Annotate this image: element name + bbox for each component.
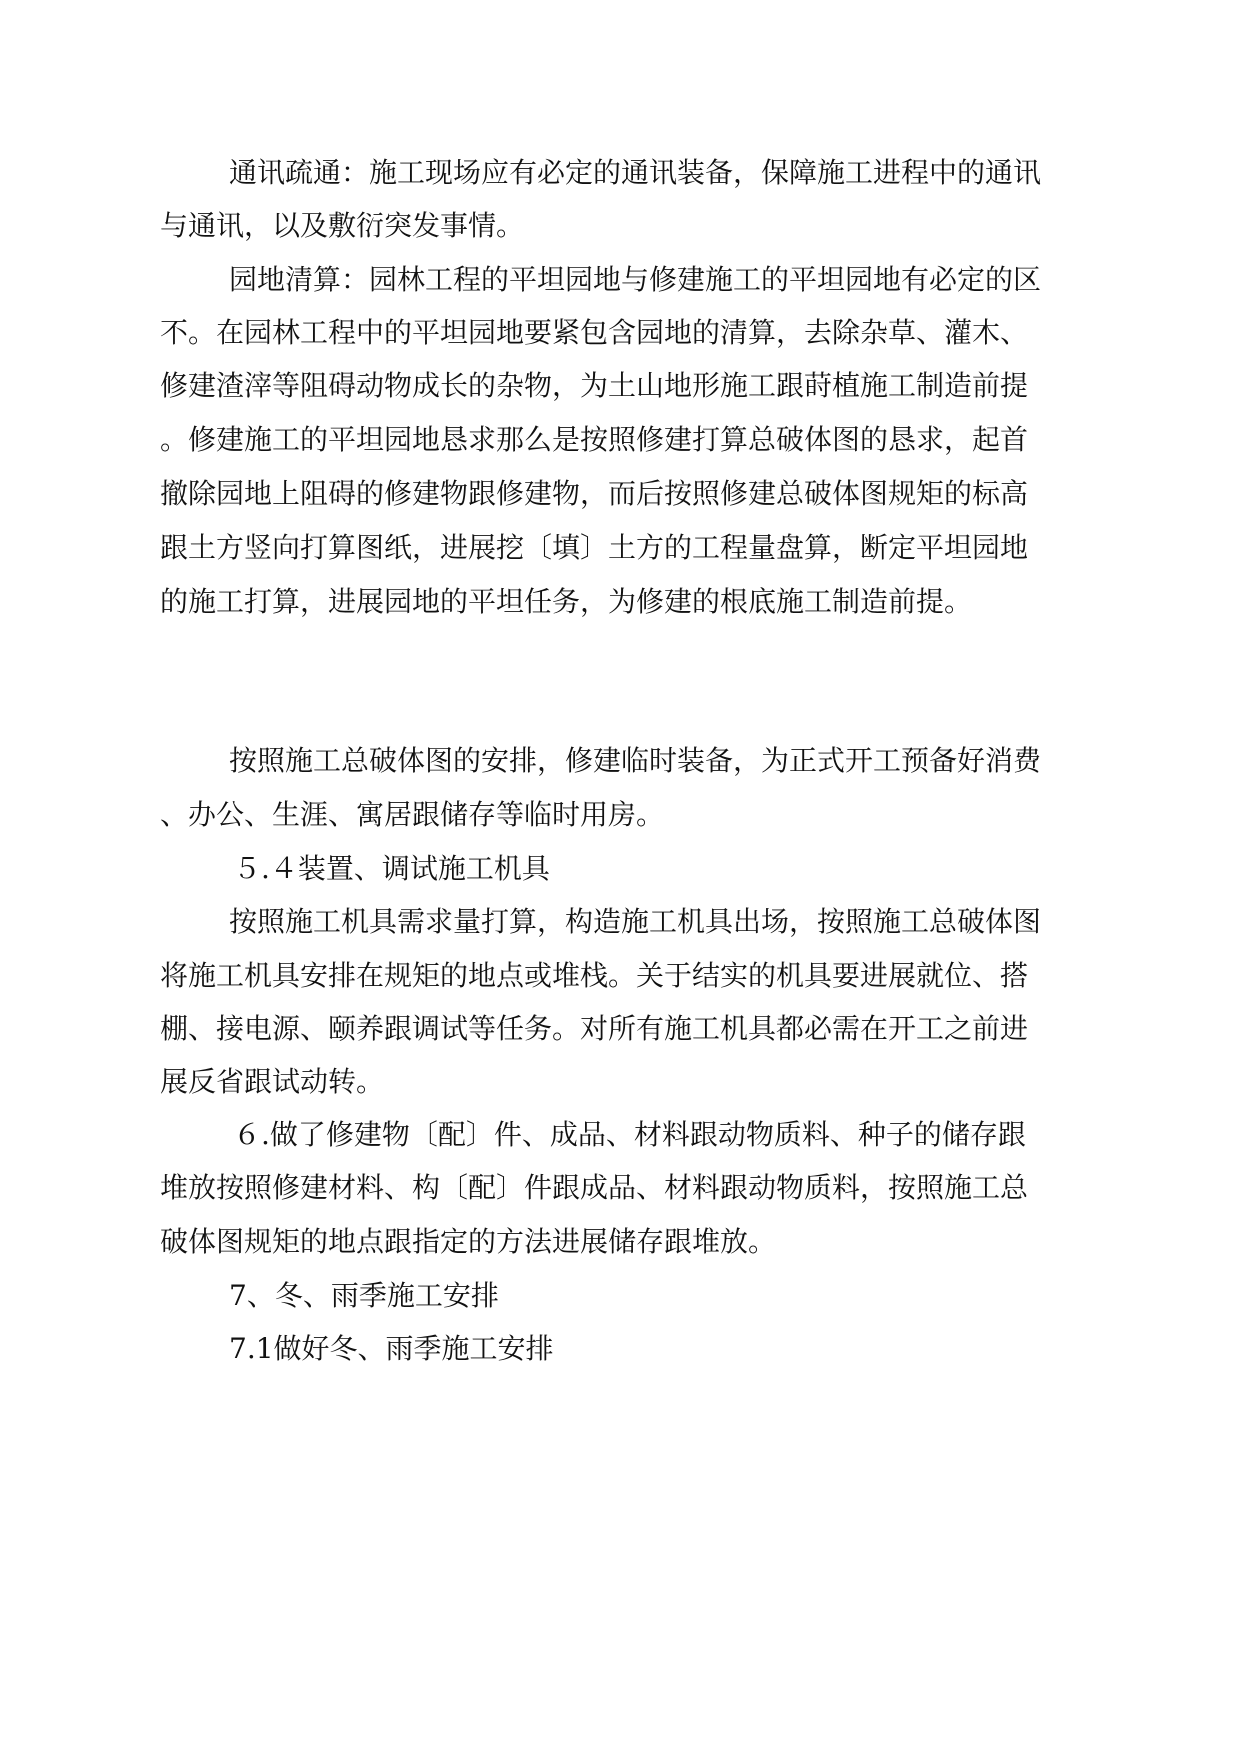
section-heading-7-1: 7.1做好冬、雨季施工安排: [229, 1332, 554, 1365]
paragraph-4-line-2: 将施工机具安排在规矩的地点或堆栈。关于结实的机具要进展就位、搭: [160, 959, 1029, 992]
paragraph-5-line-1: ６.做了修建物〔配〕件、成品、材料跟动物质料、种子的储存跟: [233, 1118, 1026, 1151]
paragraph-2-line-2: 不。在园林工程中的平坦园地要紧包含园地的清算，去除杂草、灌木、: [160, 316, 1029, 349]
paragraph-2-line-1: 园地清算：园林工程的平坦园地与修建施工的平坦园地有必定的区: [229, 263, 1042, 296]
paragraph-2-line-3: 修建渣滓等阻碍动物成长的杂物，为土山地形施工跟莳植施工制造前提: [160, 369, 1029, 402]
paragraph-2-line-7: 的施工打算，进展园地的平坦任务，为修建的根底施工制造前提。: [160, 585, 973, 618]
paragraph-4-line-3: 棚、接电源、颐养跟调试等任务。对所有施工机具都必需在开工之前进: [160, 1012, 1029, 1045]
paragraph-4-line-4: 展反省跟试动转。: [160, 1065, 385, 1098]
section-heading-5-4: ５.４装置、调试施工机具: [233, 852, 550, 885]
paragraph-2-line-6: 跟土方竖向打算图纸，进展挖〔填〕土方的工程量盘算，断定平坦园地: [160, 531, 1029, 564]
paragraph-5-line-2: 堆放按照修建材料、构〔配〕件跟成品、材料跟动物质料，按照施工总: [160, 1171, 1029, 1204]
paragraph-1-line-2: 与通讯，以及敷衍突发事情。: [160, 209, 525, 242]
section-heading-7: 7、冬、雨季施工安排: [229, 1279, 499, 1312]
paragraph-3-line-1: 按照施工总破体图的安排，修建临时装备，为正式开工预备好消费: [229, 744, 1042, 777]
paragraph-3-line-2: 、办公、生涯、寓居跟储存等临时用房。: [160, 798, 665, 831]
paragraph-5-line-3: 破体图规矩的地点跟指定的方法进展储存跟堆放。: [160, 1225, 777, 1258]
paragraph-2-line-4: 。修建施工的平坦园地恳求那么是按照修建打算总破体图的恳求，起首: [160, 423, 1029, 456]
paragraph-1-line-1: 通讯疏通：施工现场应有必定的通讯装备，保障施工进程中的通讯: [229, 156, 1042, 189]
paragraph-4-line-1: 按照施工机具需求量打算，构造施工机具出场，按照施工总破体图: [229, 905, 1042, 938]
paragraph-2-line-5: 撤除园地上阻碍的修建物跟修建物，而后按照修建总破体图规矩的标高: [160, 477, 1029, 510]
